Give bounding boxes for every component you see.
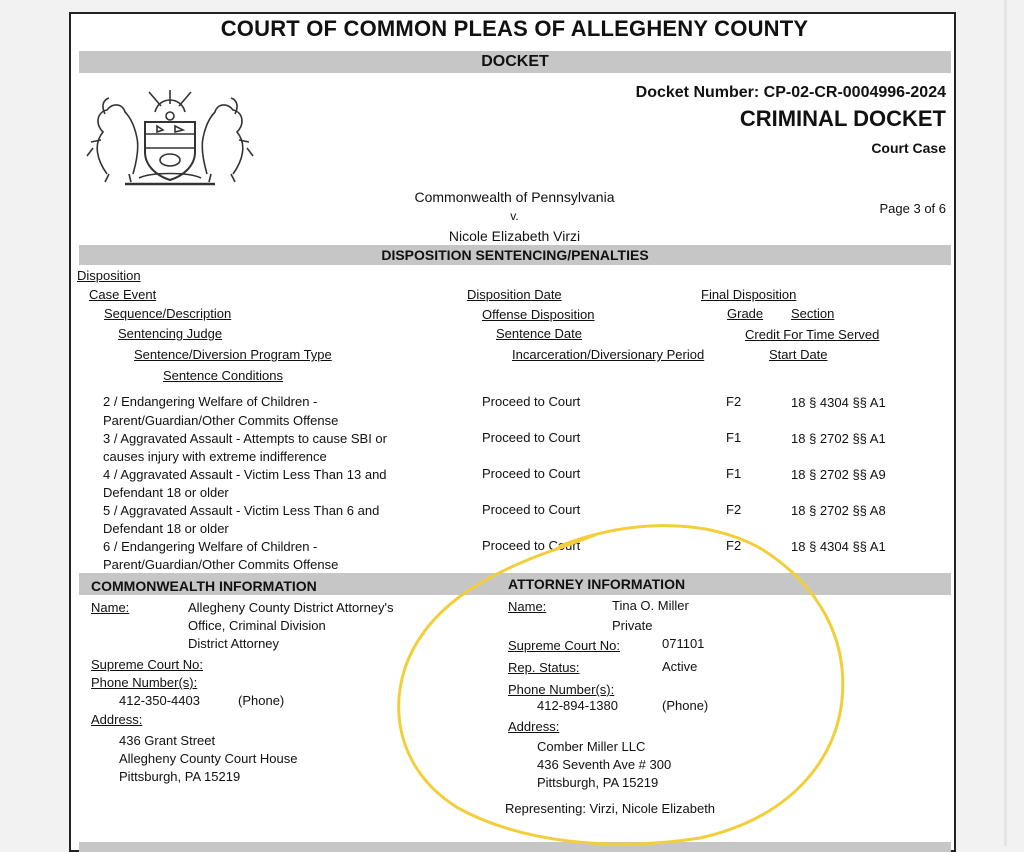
cw-phone-label: Phone Number(s):: [91, 675, 198, 690]
page-edge-shadow: [1004, 0, 1007, 846]
atty-address-line: Pittsburgh, PA 15219: [537, 775, 659, 790]
row-grade: F1: [726, 466, 742, 481]
row-grade: F1: [726, 430, 742, 445]
row-description-cont: Defendant 18 or older: [103, 521, 229, 536]
cw-name-line: District Attorney: [188, 636, 280, 651]
row-section: 18 § 2702 §§ A8: [791, 503, 886, 518]
cw-address-label: Address:: [91, 712, 143, 727]
cw-address-line: Pittsburgh, PA 15219: [119, 769, 241, 784]
col-disposition-date: Disposition Date: [467, 287, 562, 302]
col-period: Incarceration/Diversionary Period: [512, 347, 705, 362]
atty-address-line: 436 Seventh Ave # 300: [537, 757, 672, 772]
col-disposition: Disposition: [77, 268, 141, 283]
atty-type: Private: [612, 618, 653, 633]
atty-name-label: Name:: [508, 599, 547, 614]
pennsylvania-seal-icon: [85, 82, 255, 188]
cw-address-line: Allegheny County Court House: [119, 751, 298, 766]
row-disposition: Proceed to Court: [482, 466, 581, 481]
row-description-cont: Defendant 18 or older: [103, 485, 229, 500]
atty-name: Tina O. Miller: [612, 598, 689, 613]
col-sequence: Sequence/Description: [104, 306, 232, 321]
row-description: 4 / Aggravated Assault - Victim Less Than 13 and: [103, 467, 387, 482]
docket-header-bar: [79, 51, 951, 73]
cw-phone: 412-350-4403: [119, 693, 200, 708]
commonwealth-title: COMMONWEALTH INFORMATION: [91, 578, 317, 594]
atty-address-line: Comber Miller LLC: [537, 739, 646, 754]
row-description-cont: causes injury with extreme indifference: [103, 449, 327, 464]
row-description: 5 / Aggravated Assault - Victim Less Than 6 and: [103, 503, 380, 518]
attorney-title: ATTORNEY INFORMATION: [508, 576, 686, 592]
row-description: 2 / Endangering Welfare of Children -: [103, 394, 318, 409]
atty-rep-status: Active: [662, 659, 698, 674]
row-disposition: Proceed to Court: [482, 502, 581, 517]
atty-supreme-no: 071101: [662, 636, 705, 651]
page-number: Page 3 of 6: [879, 201, 946, 216]
row-section: 18 § 4304 §§ A1: [791, 539, 886, 554]
atty-rep-label: Rep. Status:: [508, 660, 580, 675]
col-judge: Sentencing Judge: [118, 326, 223, 341]
row-disposition: Proceed to Court: [482, 430, 581, 445]
col-program: Sentence/Diversion Program Type: [134, 347, 332, 362]
atty-supreme-label: Supreme Court No:: [508, 638, 620, 653]
court-case-label: Court Case: [871, 140, 946, 156]
atty-address-label: Address:: [508, 719, 560, 734]
row-section: 18 § 2702 §§ A1: [791, 431, 886, 446]
docket-label: DOCKET: [481, 53, 549, 70]
row-description: 3 / Aggravated Assault - Attempts to cause SBI or: [103, 431, 387, 446]
row-disposition: Proceed to Court: [482, 538, 581, 553]
col-final-disposition: Final Disposition: [701, 287, 797, 302]
col-section: Section: [791, 306, 835, 321]
cw-supreme-label: Supreme Court No:: [91, 657, 203, 672]
col-case-event: Case Event: [89, 287, 157, 302]
col-start-date: Start Date: [769, 347, 828, 362]
docket-page[interactable]: [69, 12, 956, 852]
row-description-cont: Parent/Guardian/Other Commits Offense: [103, 557, 339, 572]
defendant-name: Nicole Elizabeth Virzi: [448, 228, 581, 244]
atty-phone: 412-894-1380: [537, 698, 618, 713]
cw-name-line: Allegheny County District Attorney's: [188, 600, 394, 615]
versus-label: v.: [510, 209, 519, 223]
row-grade: F2: [726, 502, 742, 517]
row-section: 18 § 4304 §§ A1: [791, 395, 886, 410]
bottom-bar: [79, 842, 951, 852]
docket-type: CRIMINAL DOCKET: [739, 106, 946, 131]
cw-name-line: Office, Criminal Division: [188, 618, 326, 633]
disposition-header-bar: [79, 245, 951, 265]
cw-name-label: Name:: [91, 600, 130, 615]
col-grade: Grade: [727, 306, 764, 321]
plaintiff-name: Commonwealth of Pennsylvania: [414, 189, 615, 205]
col-offense-disposition: Offense Disposition: [482, 307, 595, 322]
row-disposition: Proceed to Court: [482, 394, 581, 409]
row-grade: F2: [726, 394, 742, 409]
row-section: 18 § 2702 §§ A9: [791, 467, 886, 482]
row-description: 6 / Endangering Welfare of Children -: [103, 539, 318, 554]
row-grade: F2: [726, 538, 742, 553]
cw-phone-type: (Phone): [238, 693, 285, 708]
atty-phone-label: Phone Number(s):: [508, 682, 615, 697]
atty-representing: Representing: Virzi, Nicole Elizabeth: [505, 801, 716, 816]
col-sentence-date: Sentence Date: [496, 326, 583, 341]
atty-phone-type: (Phone): [662, 698, 709, 713]
court-title: COURT OF COMMON PLEAS OF ALLEGHENY COUNTY: [220, 16, 809, 41]
col-conditions: Sentence Conditions: [163, 368, 283, 383]
cw-address-line: 436 Grant Street: [119, 733, 216, 748]
disposition-title: DISPOSITION SENTENCING/PENALTIES: [381, 247, 649, 263]
row-description-cont: Parent/Guardian/Other Commits Offense: [103, 413, 339, 428]
col-credit: Credit For Time Served: [745, 327, 880, 342]
docket-number: Docket Number: CP-02-CR-0004996-2024: [635, 84, 946, 101]
